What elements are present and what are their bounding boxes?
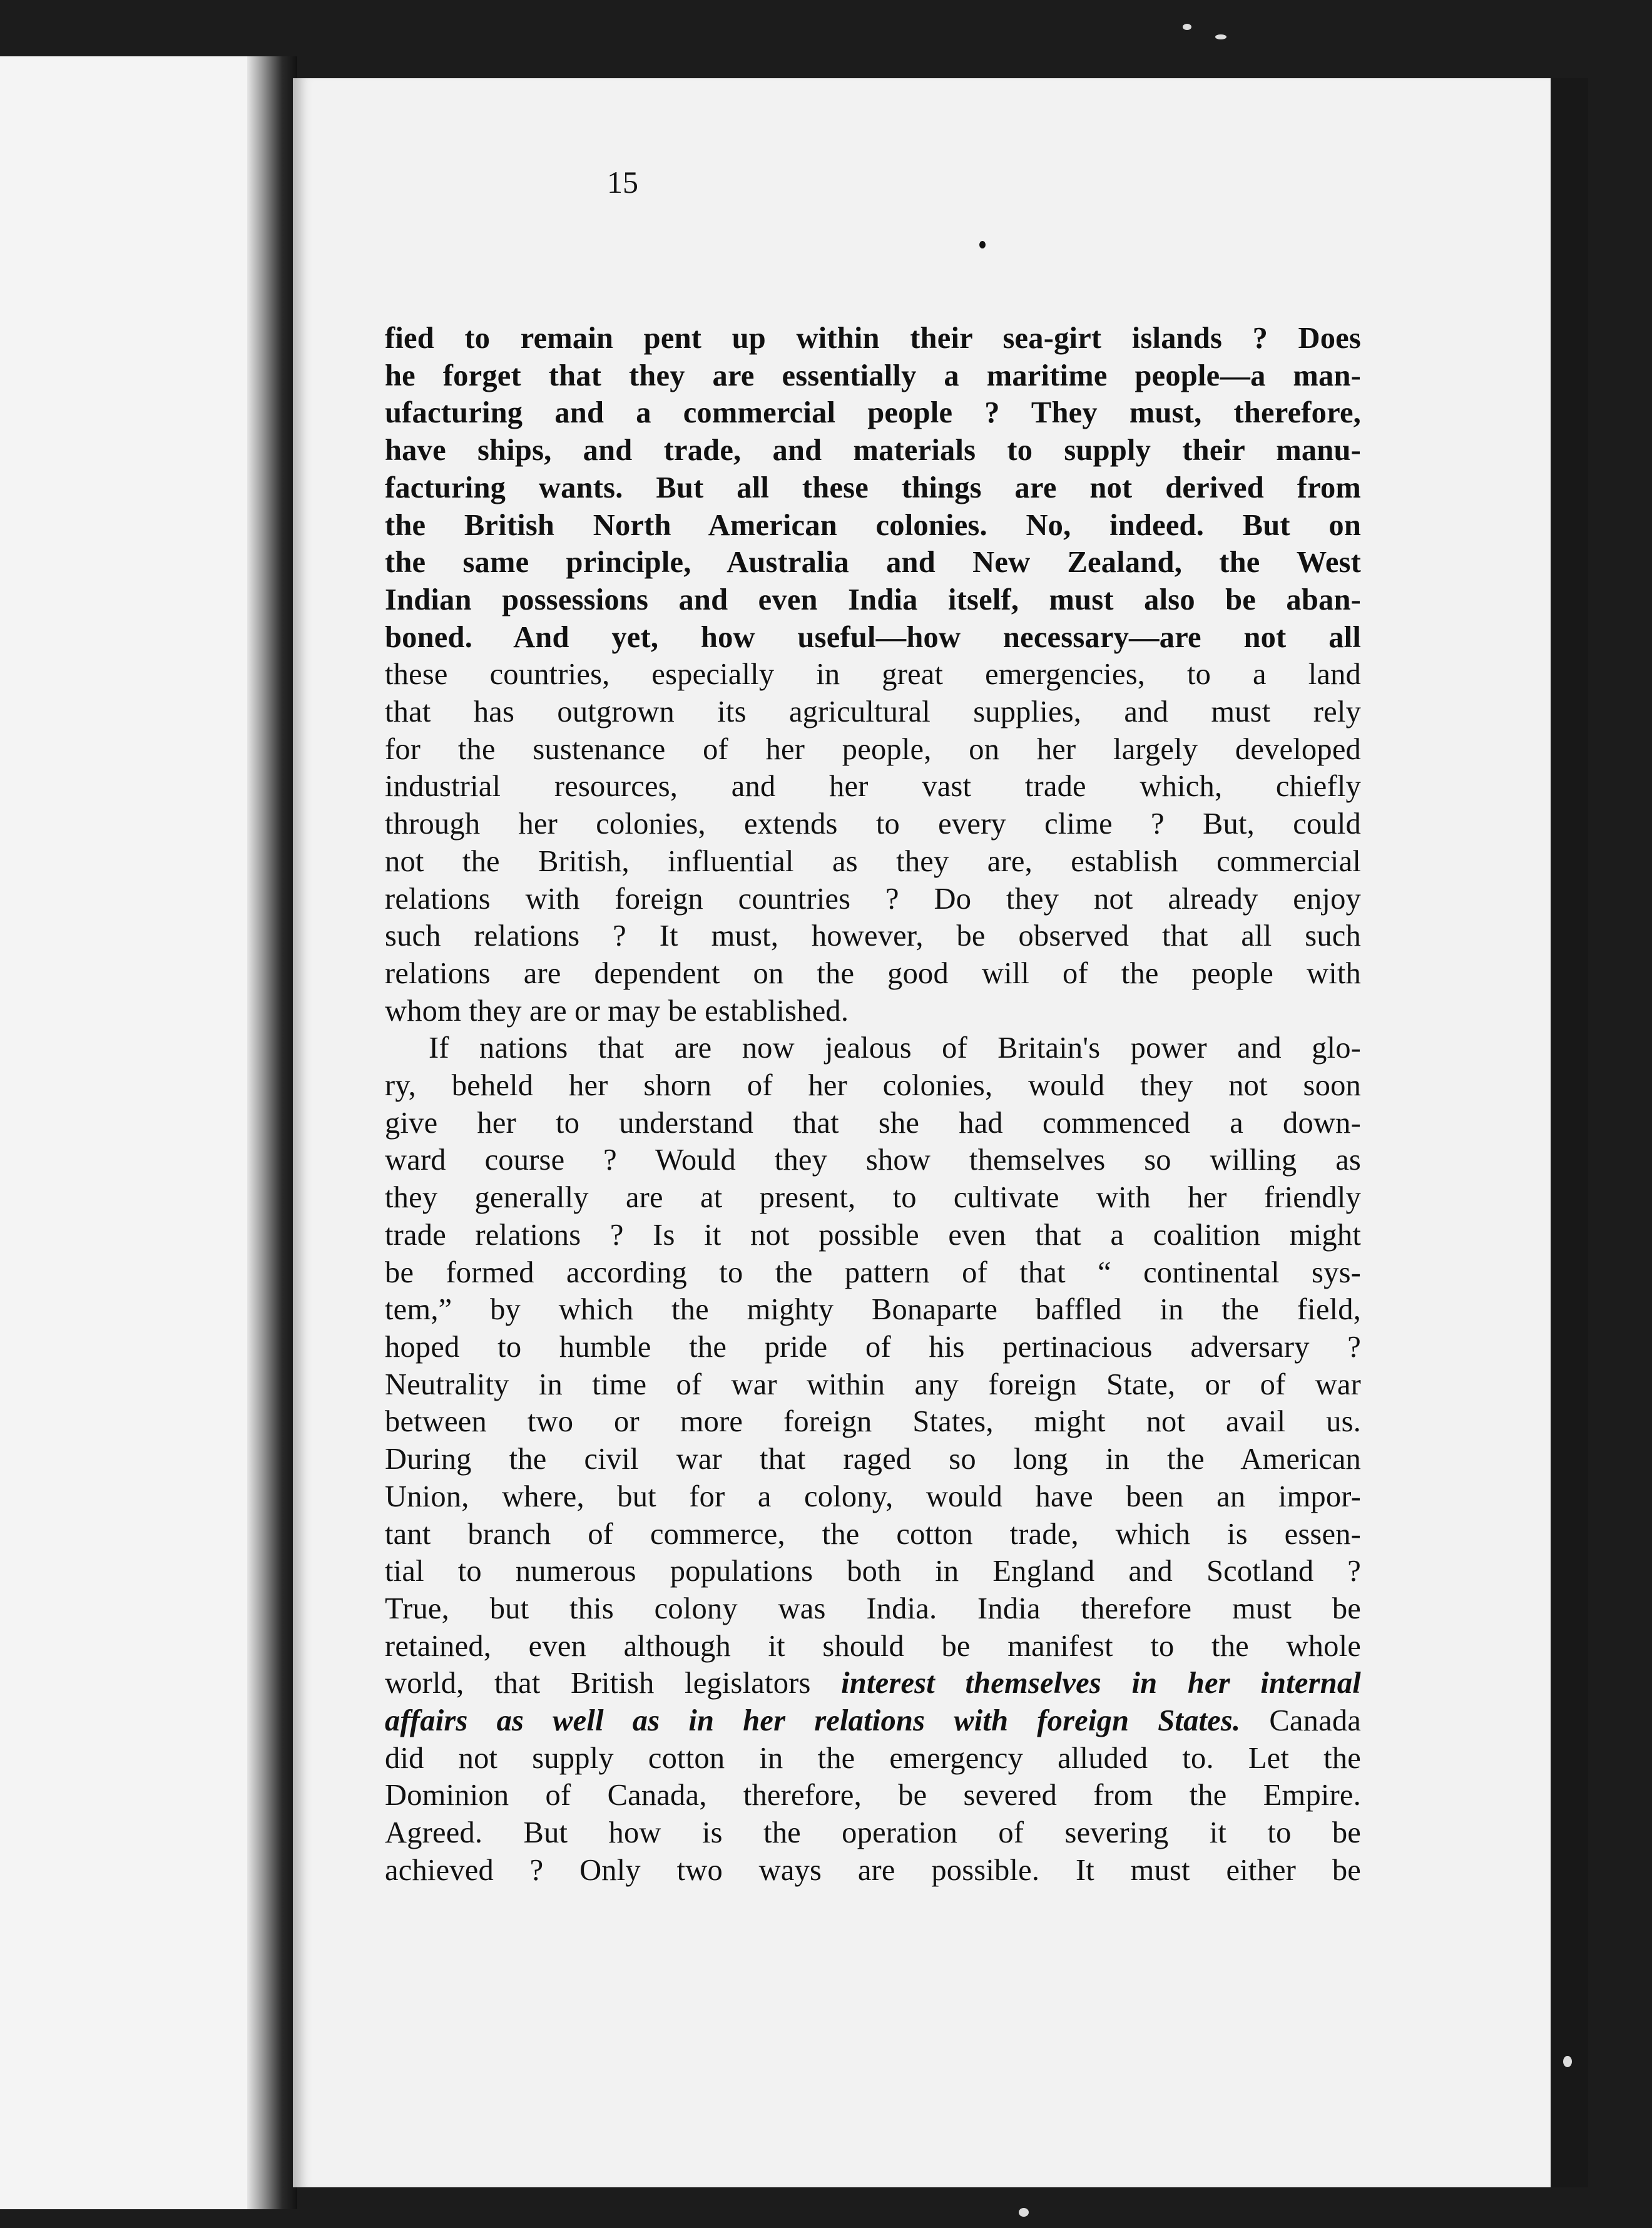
text-line: relations are dependent on the good will of the people with xyxy=(385,956,1361,990)
text-line: boned. And yet, how useful—how necessary—are not all xyxy=(385,620,1361,654)
ink-spot xyxy=(979,241,986,248)
page-number: 15 xyxy=(607,165,638,200)
text-line: industrial resources, and her vast trade which, chiefly xyxy=(385,770,1361,804)
text-line: between two or more foreign States, might not avail us. xyxy=(385,1405,1361,1439)
text-span: world, that British legislators xyxy=(385,1667,842,1700)
text-line: During the civil war that raged so long in the American xyxy=(385,1443,1361,1476)
text-line: relations with foreign countries ? Do they not already enjoy xyxy=(385,882,1361,916)
text-span: Canada xyxy=(1240,1704,1361,1738)
text-line: achieved ? Only two ways are possible. It must either be xyxy=(385,1853,1361,1887)
text-line: through her colonies, extends to every clime ? But, could xyxy=(385,807,1361,841)
text-line: these countries, especially in great emergencies, to a land xyxy=(385,658,1361,692)
text-line: they generally are at present, to cultivate with her friendly xyxy=(385,1181,1361,1215)
text-line: that has outgrown its agricultural supplies, and must rely xyxy=(385,695,1361,729)
text-line: hoped to humble the pride of his pertinacious adversary ? xyxy=(385,1330,1361,1364)
text-line: did not supply cotton in the emergency alluded to. Let the xyxy=(385,1741,1361,1775)
text-line: Union, where, but for a colony, would have been an impor- xyxy=(385,1479,1361,1513)
text-line: give her to understand that she had commenced a down- xyxy=(385,1106,1361,1140)
scan-speck xyxy=(1183,24,1191,30)
text-line: If nations that are now jealous of Britain's power and glo- xyxy=(429,1031,1361,1065)
scan-speck xyxy=(1215,34,1226,39)
text-line xyxy=(385,1702,1361,1740)
book-gutter xyxy=(247,56,297,2209)
text-line: have ships, and trade, and materials to supply their manu- xyxy=(385,434,1361,468)
scan-speck xyxy=(1019,2208,1029,2217)
text-line: Dominion of Canada, therefore, be severed from the Empire. xyxy=(385,1779,1361,1812)
text-line: trade relations ? Is it not possible even that a coalition might xyxy=(385,1218,1361,1252)
text-line: such relations ? It must, however, be observed that all such xyxy=(385,919,1361,953)
text-line: tial to numerous populations both in England and Scotland ? xyxy=(385,1555,1361,1588)
italic-phrase: affairs as well as in her relations with foreign States. xyxy=(385,1704,1241,1738)
text-line: ufacturing and a commercial people ? They must, therefore, xyxy=(385,396,1361,430)
text-line: ward course ? Would they show themselves so willing as xyxy=(385,1143,1361,1177)
text-line: True, but this colony was India. India therefore must be xyxy=(385,1592,1361,1625)
text-line: Agreed. But how is the operation of severing it to be xyxy=(385,1816,1361,1850)
page-body-text xyxy=(385,320,1361,1889)
italic-phrase: interest themselves in her internal xyxy=(841,1667,1361,1700)
text-line: facturing wants. But all these things are not derived from xyxy=(385,471,1361,504)
text-line xyxy=(385,1665,1361,1702)
page-edge-shadow xyxy=(1551,78,1588,2187)
text-line: Indian possessions and even India itself, must also be aban- xyxy=(385,583,1361,616)
text-line: whom they are or may be established. xyxy=(385,994,849,1028)
scan-speck xyxy=(1563,2056,1572,2067)
text-line: for the sustenance of her people, on her largely developed xyxy=(385,732,1361,766)
text-line: not the British, influential as they are, establish commercial xyxy=(385,844,1361,878)
text-line: tem,” by which the mighty Bonaparte baffled in the field, xyxy=(385,1293,1361,1327)
text-line: be formed according to the pattern of that “ continental sys- xyxy=(385,1255,1361,1289)
text-line: ry, beheld her shorn of her colonies, would they not soon xyxy=(385,1069,1361,1103)
previous-page xyxy=(0,56,262,2209)
text-line: he forget that they are essentially a maritime people—a man- xyxy=(385,359,1361,392)
text-line: tant branch of commerce, the cotton trade, which is essen- xyxy=(385,1517,1361,1551)
text-line: Neutrality in time of war within any foreign State, or of war xyxy=(385,1367,1361,1401)
text-line: the same principle, Australia and New Zealand, the West xyxy=(385,546,1361,580)
text-line: fied to remain pent up within their sea-girt islands ? Does xyxy=(385,322,1361,355)
text-line: the British North American colonies. No, indeed. But on xyxy=(385,508,1361,542)
text-line: retained, even although it should be manifest to the whole xyxy=(385,1629,1361,1663)
